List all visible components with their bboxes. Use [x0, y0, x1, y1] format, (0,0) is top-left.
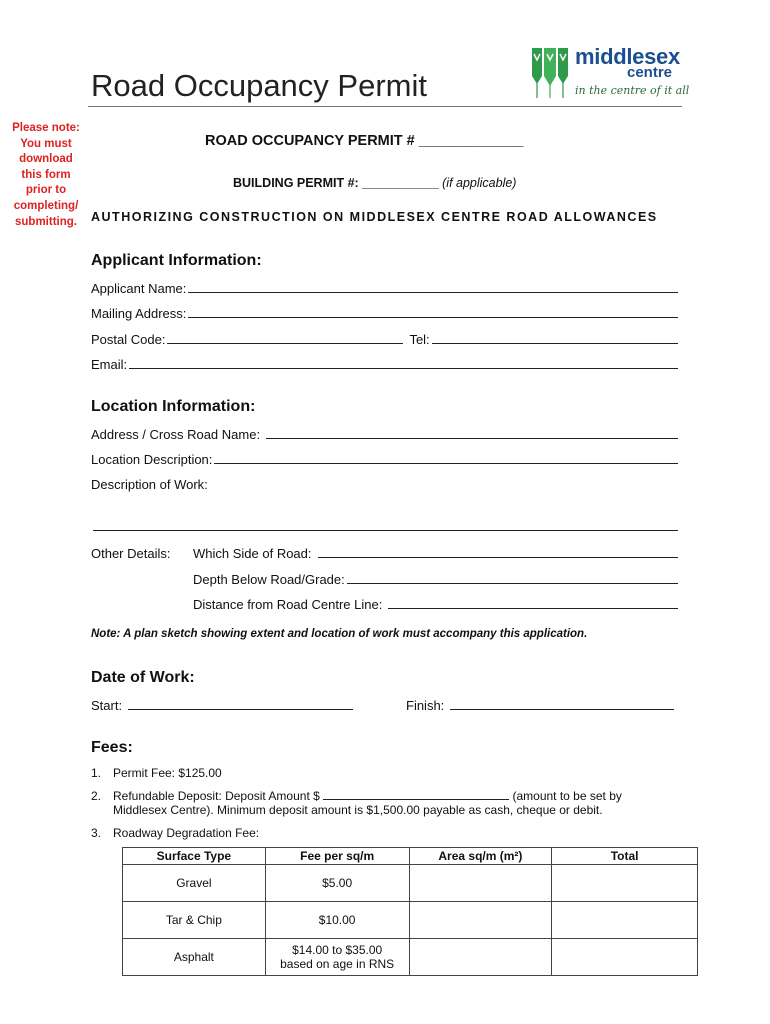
deposit-amount-line[interactable]	[323, 799, 509, 800]
tel-line[interactable]	[432, 343, 678, 344]
page-title: Road Occupancy Permit	[91, 68, 427, 103]
area-input-cell[interactable]	[409, 902, 552, 939]
note-line: Please note:	[12, 122, 80, 134]
start-line[interactable]	[128, 709, 353, 710]
tel-label: Tel:	[409, 332, 430, 347]
fee-item-number: 2.	[91, 789, 102, 803]
work-description-line[interactable]	[93, 530, 678, 531]
postal-tel-field[interactable]	[91, 329, 678, 347]
fees-heading: Fees:	[91, 739, 133, 756]
email-line[interactable]	[129, 368, 678, 369]
table-cell: Tar & Chip	[123, 902, 266, 939]
mailing-address-line[interactable]	[188, 317, 678, 318]
start-label: Start:	[91, 698, 123, 713]
location-description-label: Location Description:	[91, 452, 213, 467]
degradation-fee-table	[122, 847, 698, 976]
email-field[interactable]	[91, 354, 678, 372]
side-of-road-line[interactable]	[318, 557, 678, 558]
note-line: completing/	[13, 199, 79, 212]
column-header: Fee per sq/m	[265, 848, 409, 865]
distance-line[interactable]	[388, 608, 678, 609]
location-description-line[interactable]	[214, 463, 678, 464]
note-line: prior to	[25, 184, 67, 197]
total-input-cell[interactable]	[552, 939, 698, 976]
total-input-cell[interactable]	[552, 865, 698, 902]
fee-item-number: 1.	[91, 766, 102, 780]
applicant-name-line[interactable]	[188, 292, 678, 293]
email-label: Email:	[91, 357, 128, 372]
note-line: You must	[20, 137, 72, 150]
fee-item	[91, 766, 222, 780]
postal-code-line[interactable]	[167, 343, 403, 344]
logo-tagline: in the centre of it all	[575, 84, 690, 97]
applicant-heading: Applicant Information:	[91, 252, 262, 269]
address-field[interactable]	[91, 424, 678, 442]
area-input-cell[interactable]	[409, 939, 552, 976]
mailing-address-label: Mailing Address:	[91, 306, 187, 321]
total-input-cell[interactable]	[552, 902, 698, 939]
applicant-name-label: Applicant Name:	[91, 281, 187, 296]
location-heading: Location Information:	[91, 398, 256, 415]
table-cell: $14.00 to $35.00 based on age in RNS	[265, 939, 409, 976]
logo-sub: centre	[627, 64, 673, 81]
applicant-name-field[interactable]	[91, 278, 678, 296]
column-header: Area sq/m (m²)	[409, 848, 552, 865]
table-cell: $5.00	[265, 865, 409, 902]
table-cell: Asphalt	[123, 939, 266, 976]
distance-label: Distance from Road Centre Line:	[193, 597, 383, 612]
building-permit-line	[233, 176, 516, 190]
fee-item	[91, 789, 622, 803]
tree-logo-icon	[530, 46, 570, 98]
start-date-field[interactable]	[91, 695, 353, 713]
finish-label: Finish:	[406, 698, 445, 713]
work-description-label: Description of Work:	[91, 477, 208, 492]
column-header: Surface Type	[123, 848, 266, 865]
title-divider	[88, 106, 682, 107]
location-description-field[interactable]	[91, 449, 678, 467]
mailing-address-field[interactable]	[91, 303, 678, 321]
table-row	[123, 902, 698, 939]
logo-name: middlesex	[575, 44, 680, 69]
depth-line[interactable]	[347, 583, 678, 584]
note-line: download	[19, 153, 73, 166]
table-cell: $10.00	[265, 902, 409, 939]
sketch-note: Note: A plan sketch showing extent and location of work must accompany this application.	[91, 628, 588, 640]
date-of-work-heading: Date of Work:	[91, 669, 195, 686]
fee-item	[91, 826, 259, 840]
column-header: Total	[552, 848, 698, 865]
note-line: this form	[21, 168, 71, 181]
finish-line[interactable]	[450, 709, 674, 710]
deposit-text-c: Middlesex Centre). Minimum deposit amount is $1,500.00 payable as cash, cheque or debit.	[113, 803, 603, 817]
note-line: submitting.	[15, 215, 77, 228]
download-note	[6, 121, 86, 230]
deposit-text-b: (amount to be set by	[512, 789, 622, 803]
building-permit-note: (if applicable)	[442, 176, 517, 190]
work-description-field[interactable]	[91, 474, 678, 492]
table-row	[123, 939, 698, 976]
fee-item-text: Roadway Degradation Fee:	[113, 826, 260, 840]
side-of-road-label: Which Side of Road:	[193, 546, 312, 561]
table-cell: Gravel	[123, 865, 266, 902]
table-row	[123, 865, 698, 902]
side-of-road-field[interactable]	[91, 543, 678, 561]
deposit-text: Refundable Deposit: Deposit Amount $	[113, 789, 320, 803]
building-permit-label: BUILDING PERMIT #: ___________	[233, 176, 439, 190]
address-label: Address / Cross Road Name:	[91, 427, 261, 442]
finish-date-field[interactable]	[406, 695, 674, 713]
authorizing-heading: AUTHORIZING CONSTRUCTION ON MIDDLESEX CENTRE ROAD ALLOWANCES	[91, 210, 658, 224]
permit-number: ROAD OCCUPANCY PERMIT # _____________	[205, 133, 524, 149]
address-line[interactable]	[266, 438, 678, 439]
depth-label: Depth Below Road/Grade:	[193, 572, 345, 587]
other-details-label: Other Details:	[91, 546, 171, 561]
depth-field[interactable]	[193, 569, 678, 587]
postal-code-label: Postal Code:	[91, 332, 166, 347]
area-input-cell[interactable]	[409, 865, 552, 902]
fee-item-text: Permit Fee: $125.00	[113, 766, 222, 780]
fee-item-number: 3.	[91, 826, 102, 840]
table-header-row	[123, 848, 698, 865]
distance-field[interactable]	[193, 594, 678, 612]
